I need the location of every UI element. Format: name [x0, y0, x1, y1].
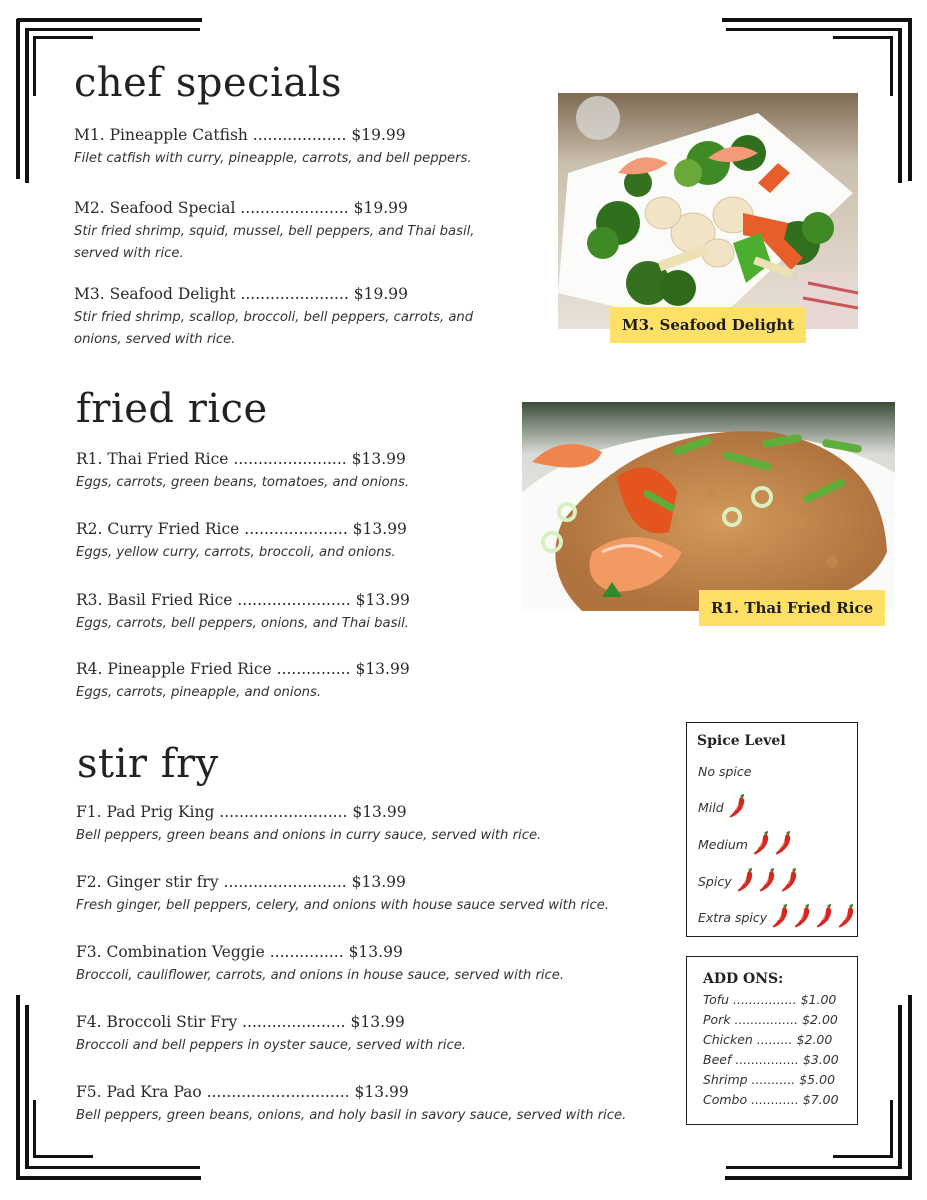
section-title-chef-specials: chef specials	[74, 60, 343, 106]
chili-pepper-icon	[791, 903, 813, 929]
add-on-item: Pork ................ $2.00	[703, 1012, 838, 1027]
menu-item-name-price: M3. Seafood Delight ...................... $19.99	[74, 285, 408, 303]
chili-pepper-icon	[756, 867, 778, 893]
add-on-item: Beef ................ $3.00	[703, 1052, 839, 1067]
menu-item-description: Eggs, carrots, bell peppers, onions, and Thai basil.	[76, 616, 409, 631]
menu-item-r1	[76, 450, 409, 494]
menu-item-description: Bell peppers, green beans, onions, and holy basil in savory sauce, served with rice.	[76, 1108, 627, 1123]
menu-item-description: Eggs, carrots, pineapple, and onions.	[76, 685, 322, 700]
menu-item-name-price: R3. Basil Fried Rice ....................... $13.99	[76, 591, 410, 609]
menu-item-r2	[76, 520, 407, 564]
thai-fried-rice-label: R1. Thai Fried Rice	[699, 590, 885, 626]
spice-level-label: Medium	[698, 837, 748, 852]
menu-item-description: Bell peppers, green beans and onions in curry sauce, served with rice.	[76, 828, 542, 843]
menu-item-description: Broccoli and bell peppers in oyster sauce, served with rice.	[76, 1038, 467, 1053]
spice-level-label: Extra spicy	[698, 910, 768, 925]
add-ons-box	[686, 956, 858, 1125]
spice-level-row	[698, 867, 800, 896]
menu-item-description: Filet catfish with curry, pineapple, carrots, and bell peppers.	[74, 151, 472, 166]
chili-pepper-icon	[778, 867, 800, 893]
add-on-item: Chicken ......... $2.00	[703, 1032, 833, 1047]
menu-item-description: Eggs, yellow curry, carrots, broccoli, and onions.	[76, 545, 396, 560]
menu-item-f4	[76, 1013, 466, 1057]
menu-item-description: Fresh ginger, bell peppers, celery, and onions with house sauce served with rice.	[76, 898, 610, 913]
spice-level-row	[698, 764, 753, 779]
menu-item-name-price: R2. Curry Fried Rice ..................... $13.99	[76, 520, 407, 538]
menu-item-m2	[74, 199, 514, 265]
menu-item-description: Broccoli, cauliflower, carrots, and onions in house sauce, served with rice.	[76, 968, 565, 983]
chili-pepper-icon	[734, 867, 756, 893]
menu-item-f1	[76, 803, 541, 847]
menu-item-description: Stir fried shrimp, scallop, broccoli, bell peppers, carrots, and onions, served with rice.	[74, 310, 474, 347]
menu-item-name-price: R4. Pineapple Fried Rice ............... $13.99	[76, 660, 410, 678]
spice-level-label: No spice	[698, 764, 752, 779]
chili-pepper-icon	[750, 830, 772, 856]
seafood-delight-photo	[558, 93, 858, 329]
spice-level-row	[698, 903, 857, 932]
menu-item-r3	[76, 591, 410, 635]
menu-item-f5	[76, 1083, 626, 1127]
spice-level-label: Mild	[698, 800, 724, 815]
add-on-item: Shrimp ........... $5.00	[703, 1072, 836, 1087]
spice-level-label: Spicy	[698, 874, 732, 889]
menu-item-m3	[74, 285, 504, 351]
menu-item-name-price: F1. Pad Prig King .......................... $13.99	[76, 803, 407, 821]
menu-item-name-price: F2. Ginger stir fry ......................... $13.99	[76, 873, 406, 891]
menu-item-name-price: R1. Thai Fried Rice ....................... $13.99	[76, 450, 406, 468]
spice-level-box	[686, 722, 858, 937]
chili-pepper-icon	[835, 903, 857, 929]
chili-pepper-icon	[726, 793, 748, 819]
section-title-fried-rice: fried rice	[76, 386, 268, 432]
seafood-delight-label: M3. Seafood Delight	[610, 307, 806, 343]
menu-item-name-price: F4. Broccoli Stir Fry ..................... $13.99	[76, 1013, 405, 1031]
menu-item-name-price: F3. Combination Veggie ............... $13.99	[76, 943, 403, 961]
menu-item-f3	[76, 943, 564, 987]
thai-fried-rice-photo	[522, 402, 895, 611]
section-title-stir-fry: stir fry	[77, 741, 219, 787]
spice-level-title: Spice Level	[697, 733, 786, 749]
menu-item-description: Stir fried shrimp, squid, mussel, bell peppers, and Thai basil, served with rice.	[74, 224, 475, 261]
add-on-item: Combo ............ $7.00	[703, 1092, 839, 1107]
menu-item-description: Eggs, carrots, green beans, tomatoes, and onions.	[76, 475, 410, 490]
spice-level-row	[698, 830, 794, 859]
menu-item-m1	[74, 126, 472, 170]
spice-level-row	[698, 793, 748, 822]
menu-item-name-price: M2. Seafood Special ...................... $19.99	[74, 199, 408, 217]
menu-item-name-price: M1. Pineapple Catfish ................... $19.99	[74, 126, 406, 144]
chili-pepper-icon	[772, 830, 794, 856]
menu-item-f2	[76, 873, 609, 917]
menu-item-name-price: F5. Pad Kra Pao ............................. $13.99	[76, 1083, 409, 1101]
chili-pepper-icon	[813, 903, 835, 929]
chili-pepper-icon	[769, 903, 791, 929]
add-on-item: Tofu ................ $1.00	[703, 992, 837, 1007]
add-ons-title: ADD ONS:	[703, 971, 784, 987]
menu-item-r4	[76, 660, 410, 704]
